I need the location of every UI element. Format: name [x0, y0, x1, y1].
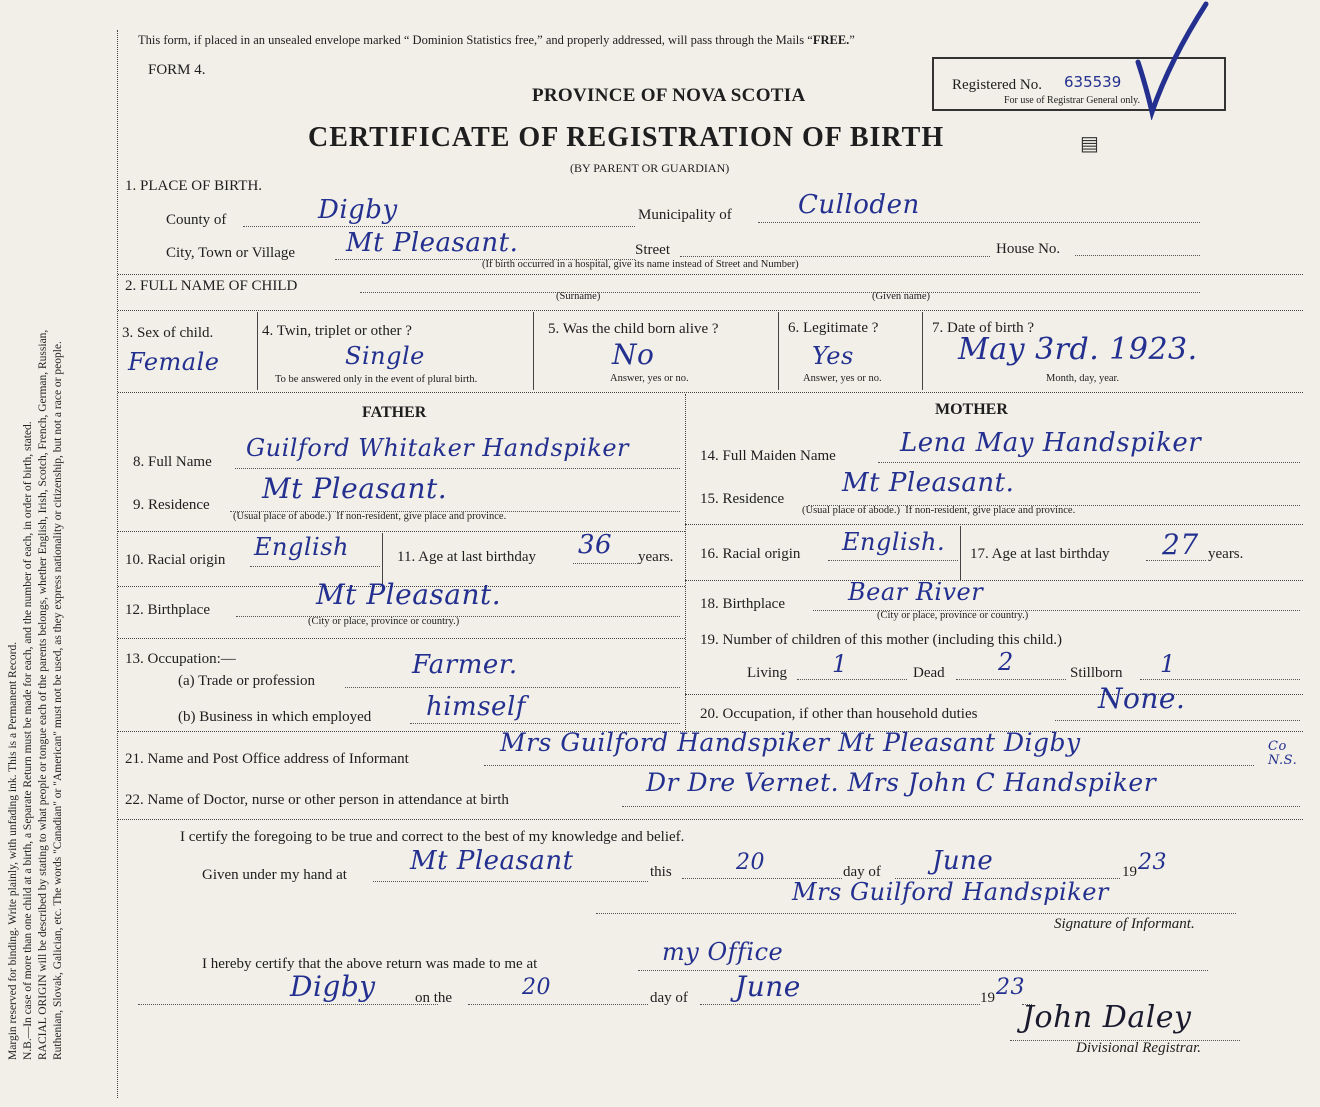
certify-day-value: 20 — [736, 850, 765, 875]
municipality-label: Municipality of — [638, 207, 732, 223]
surname-note: (Surname) — [556, 291, 601, 302]
doctor-label: 22. Name of Doctor, nurse or other person in attendance at birth — [125, 792, 509, 808]
father-occupation-label: 13. Occupation:— — [125, 651, 236, 667]
father-name-label: 8. Full Name — [133, 454, 212, 470]
father-age-label: 11. Age at last birthday — [397, 549, 536, 565]
legitimate-value: Yes — [812, 342, 854, 370]
hospital-note: (If birth occurred in a hospital, give its name instead of Street and Number) — [482, 259, 799, 270]
father-residence-value: Mt Pleasant. — [262, 472, 448, 505]
checkmark-icon — [1130, 0, 1210, 120]
informant-value: Mrs Guilford Handspiker Mt Pleasant Digby — [500, 728, 1081, 757]
informant-signature: Mrs Guilford Handspiker — [792, 878, 1109, 906]
dead-value: 2 — [998, 648, 1014, 676]
certificate-subtitle: (BY PARENT OR GUARDIAN) — [570, 161, 730, 175]
province-heading: PROVINCE OF NOVA SCOTIA — [532, 85, 806, 106]
registrar-day-value: 20 — [522, 975, 551, 1000]
informant-county-suffix: Co N.S. — [1268, 739, 1298, 768]
father-age-value: 36 — [578, 530, 613, 560]
margin-line-2: N.B.—In case of more than one child at a birth, a Separate Return must be made for each, and the number of each, in order of birth, stated. — [22, 421, 34, 1060]
registrar-on-the-label: on the — [415, 990, 453, 1006]
mother-occupation-label: 20. Occupation, if other than household duties — [700, 706, 978, 722]
twin-value: Single — [345, 342, 425, 370]
registrar-place-value: my Office — [662, 938, 784, 966]
registrar-use-note: For use of Registrar General only. — [1004, 95, 1140, 106]
father-heading: FATHER — [362, 404, 427, 421]
form-number: FORM 4. — [148, 62, 206, 78]
struck-word: ▤ — [1080, 133, 1099, 155]
mother-name-value: Lena May Handspiker — [900, 428, 1202, 458]
twin-label: 4. Twin, triplet or other ? — [262, 323, 412, 339]
county-label: County of — [166, 212, 227, 228]
street-label: Street — [635, 242, 670, 258]
mother-residence-label: 15. Residence — [700, 491, 785, 507]
father-birthplace-value: Mt Pleasant. — [316, 578, 502, 611]
mother-race-label: 16. Racial origin — [700, 546, 801, 562]
postal-note: This form, if placed in an unsealed envelope marked “ Dominion Statistics free,” and properly addressed, will pass through the Mails “FREE.” — [138, 33, 855, 47]
dead-label: Dead — [913, 665, 945, 681]
trade-label: (a) Trade or profession — [178, 673, 316, 689]
father-birthplace-label: 12. Birthplace — [125, 602, 210, 618]
born-alive-note: Answer, yes or no. — [610, 373, 689, 384]
sex-label: 3. Sex of child. — [122, 325, 214, 341]
margin-line-4: Ruthenian, Slovak, Galician, etc. The words "Canadian" or "American" must not be used, as they express nationality or citizenship, but not a race or people. — [52, 341, 64, 1060]
certify-year-prefix: 19 — [1122, 864, 1137, 880]
margin-line-1: Margin reserved for binding. Write plainly, with unfading ink. This is a Permanent Record. — [7, 641, 19, 1060]
date-of-birth-value: May 3rd. 1923. — [958, 332, 1198, 367]
mother-occupation-value: None. — [1098, 682, 1186, 715]
informant-label: 21. Name and Post Office address of Informant — [125, 751, 409, 767]
children-count-label: 19. Number of children of this mother (including this child.) — [700, 632, 1063, 648]
certify-year-value: 23 — [1138, 850, 1167, 875]
this-label: this — [650, 864, 672, 880]
registered-label: Registered No. — [952, 77, 1042, 93]
father-race-label: 10. Racial origin — [125, 552, 226, 568]
margin-instructions — [6, 20, 66, 1060]
mother-residence-value: Mt Pleasant. — [842, 468, 1015, 498]
date-of-birth-label: 7. Date of birth ? — [932, 320, 1035, 336]
father-years-label: years. — [638, 549, 674, 565]
margin-line-3: RACIAL ORIGIN will be described by stating to what people or tongue each of the parents belongs, whether English, Irish, Scotch, French, German, Russian, — [37, 329, 49, 1060]
mother-birthplace-note: (City or place, province or country.) — [877, 610, 1029, 621]
trade-value: Farmer. — [412, 650, 518, 680]
registrar-year-prefix: 19 — [980, 990, 995, 1006]
municipality-value: Culloden — [798, 190, 920, 220]
business-value: himself — [426, 692, 526, 722]
father-residence-note: (Usual place of abode.) If non-resident, give place and province. — [233, 511, 507, 522]
born-alive-value: No — [612, 338, 655, 371]
certificate-title: CERTIFICATE OF REGISTRATION OF BIRTH — [308, 122, 945, 153]
born-alive-label: 5. Was the child born alive ? — [548, 321, 719, 337]
stillborn-label: Stillborn — [1070, 665, 1123, 681]
given-under-label: Given under my hand at — [202, 867, 347, 883]
legitimate-label: 6. Legitimate ? — [788, 320, 879, 336]
certify-statement: I certify the foregoing to be true and correct to the best of my knowledge and belief. — [180, 829, 685, 845]
registrar-day-of-label: day of — [650, 990, 688, 1006]
registrar-signature: John Daley — [1022, 1000, 1192, 1035]
left-border — [117, 30, 118, 1098]
mother-name-label: 14. Full Maiden Name — [700, 448, 836, 464]
certify-month-value: June — [932, 846, 994, 876]
place-of-birth-heading: 1. PLACE OF BIRTH. — [125, 178, 263, 194]
father-residence-label: 9. Residence — [133, 497, 210, 513]
living-label: Living — [747, 665, 787, 681]
county-value: Digby — [318, 195, 398, 225]
mother-birthplace-label: 18. Birthplace — [700, 596, 785, 612]
doctor-value: Dr Dre Vernet. Mrs John C Handspiker — [646, 768, 1157, 797]
city-label: City, Town or Village — [166, 245, 296, 261]
father-birthplace-note: (City or place, province or country.) — [308, 616, 460, 627]
informant-signature-label: Signature of Informant. — [1054, 916, 1195, 932]
sex-value: Female — [128, 348, 220, 376]
registrar-signature-label: Divisional Registrar. — [1076, 1040, 1202, 1056]
registrar-month-value: June — [735, 970, 801, 1003]
given-name-note: (Given name) — [872, 291, 931, 302]
father-race-value: English — [254, 533, 349, 561]
mother-heading: MOTHER — [935, 401, 1008, 418]
father-name-value: Guilford Whitaker Handspiker — [246, 434, 630, 462]
business-label: (b) Business in which employed — [178, 709, 372, 725]
twin-note: To be answered only in the event of plural birth. — [275, 374, 478, 385]
mother-birthplace-value: Bear River — [848, 578, 984, 606]
mother-residence-note: (Usual place of abode.) If non-resident, give place and province. — [802, 505, 1076, 516]
certify-day-of-label: day of — [843, 864, 881, 880]
mother-race-value: English. — [842, 528, 946, 556]
legitimate-note: Answer, yes or no. — [803, 373, 882, 384]
registrar-town-value: Digby — [290, 970, 376, 1003]
registered-number: 635539 — [1064, 73, 1122, 91]
given-place-value: Mt Pleasant — [410, 846, 574, 876]
registrar-year-value: 23 — [996, 975, 1025, 1000]
mother-years-label: years. — [1208, 546, 1244, 562]
child-name-label: 2. FULL NAME OF CHILD — [125, 278, 298, 294]
city-value: Mt Pleasant. — [346, 228, 519, 258]
living-value: 1 — [832, 650, 848, 678]
registrar-statement: I hereby certify that the above return was made to me at — [202, 956, 538, 972]
mother-age-label: 17. Age at last birthday — [970, 546, 1110, 562]
mother-age-value: 27 — [1162, 528, 1199, 561]
date-of-birth-note: Month, day, year. — [1046, 373, 1120, 384]
house-number-label: House No. — [996, 241, 1061, 257]
stillborn-value: 1 — [1160, 650, 1176, 678]
